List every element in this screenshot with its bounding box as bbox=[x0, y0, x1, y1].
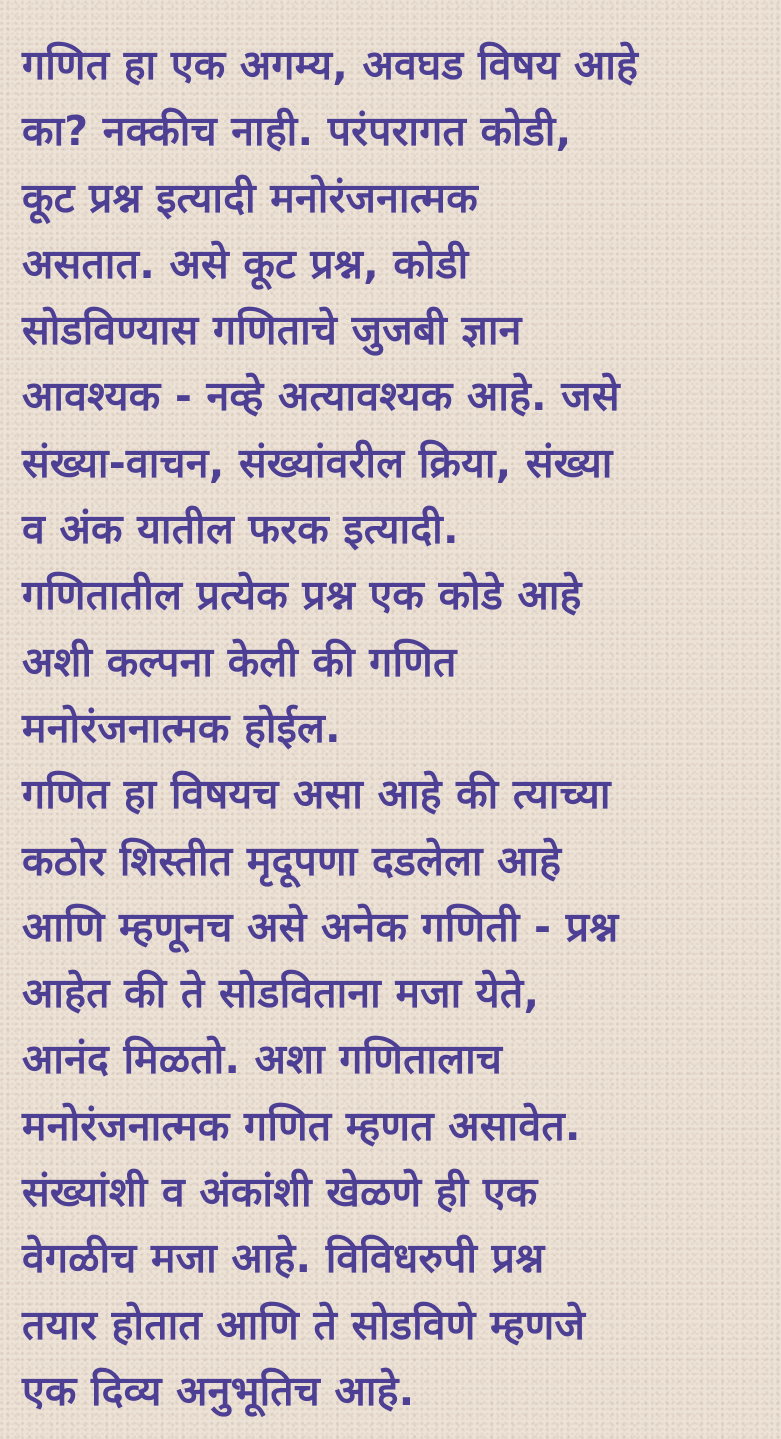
text-line: का? नक्कीच नाही. परंपरागत कोडी, bbox=[22, 107, 572, 156]
text-line: संख्या-वाचन, संख्यांवरील क्रिया, संख्या bbox=[22, 438, 613, 487]
text-line: सोडविण्यास गणिताचे जुजबी ज्ञान bbox=[22, 306, 522, 355]
text-line: आहेत की ते सोडविताना मजा येते, bbox=[22, 969, 540, 1018]
text-line: गणित हा एक अगम्य, अवघड विषय आहे bbox=[22, 41, 639, 89]
text-line: गणित हा विषयच असा आहे की त्याच्या bbox=[22, 770, 611, 819]
text-line: आवश्यक - नव्हे अत्यावश्यक आहे. जसे bbox=[22, 372, 620, 421]
text-block bbox=[22, 32, 767, 1424]
text-line: आनंद मिळतो. अशा गणितालाच bbox=[22, 1035, 503, 1084]
text-line: गणितातील प्रत्येक प्रश्न एक कोडे आहे bbox=[22, 571, 582, 620]
text-line: मनोरंजनात्मक गणित म्हणत असावेत. bbox=[22, 1101, 581, 1150]
text-line: असतात. असे कूट प्रश्न, कोडी bbox=[22, 239, 469, 288]
text-line: आणि म्हणूनच असे अनेक गणिती - प्रश्न bbox=[22, 902, 619, 951]
text-line: कठोर शिस्तीत मृदूपणा दडलेला आहे bbox=[22, 836, 562, 885]
text-line: तयार होतात आणि ते सोडविणे म्हणजे bbox=[22, 1300, 586, 1349]
text-line: मनोरंजनात्मक होईल. bbox=[22, 703, 341, 752]
text-line: अशी कल्पना केली की गणित bbox=[22, 637, 457, 686]
text-line: संख्यांशी व अंकांशी खेळणे ही एक bbox=[22, 1168, 538, 1217]
text-line: एक दिव्य अनुभूतिच आहे. bbox=[22, 1366, 415, 1415]
text-line: कूट प्रश्न इत्यादी मनोरंजनात्मक bbox=[22, 173, 478, 222]
text-line: वेगळीच मजा आहे. विविधरुपी प्रश्न bbox=[22, 1234, 545, 1283]
text-line: व अंक यातील फरक इत्यादी. bbox=[22, 505, 459, 554]
